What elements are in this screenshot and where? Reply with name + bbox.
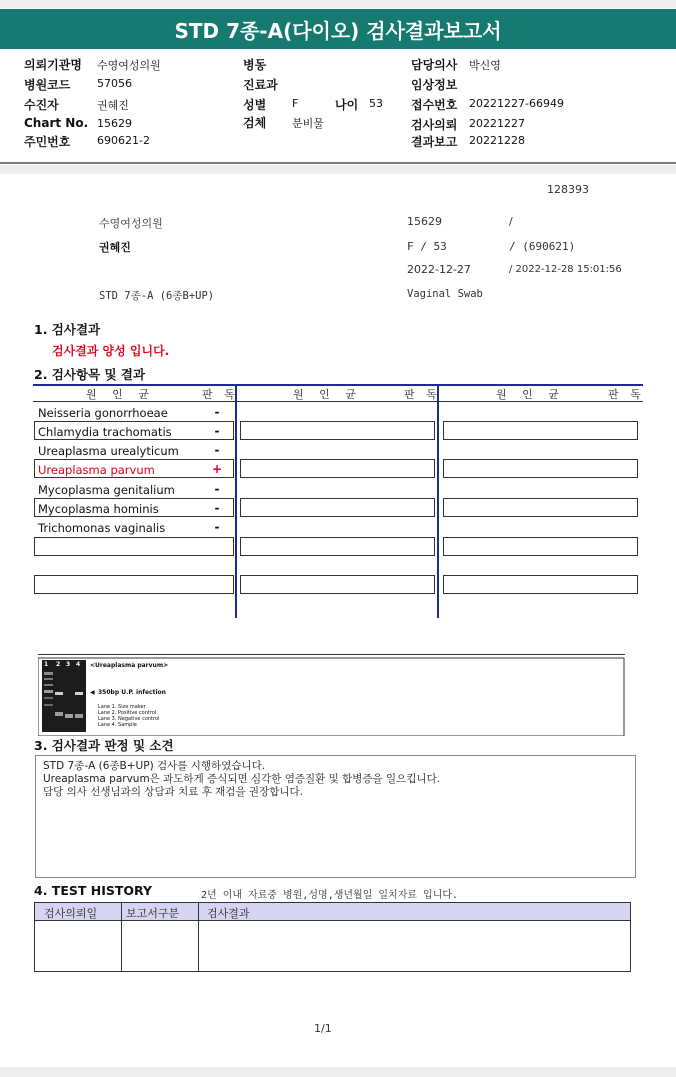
- empty-row-box: [34, 537, 234, 556]
- code-label: 병원코드: [24, 78, 71, 92]
- col-organism-3: 원 인 균: [496, 388, 565, 401]
- organism-result: -: [214, 424, 220, 438]
- report-title: STD 7종-A(다이오) 검사결과보고서: [0, 9, 676, 49]
- gel-lane-label: 3: [66, 661, 71, 668]
- request-label: 검사의뢰: [411, 118, 458, 132]
- section2-heading: 2. 검사항목 및 결과: [34, 367, 146, 382]
- grid-divider-1: [235, 384, 237, 618]
- patient-value: 권혜진: [97, 99, 129, 112]
- patient-label: 수진자: [24, 98, 59, 112]
- doctor-value: 박신영: [469, 59, 501, 72]
- gel-lane-label: 1: [44, 661, 49, 668]
- empty-row-box: [443, 575, 638, 594]
- institution-label: 의뢰기관명: [24, 58, 82, 72]
- empty-row-box: [443, 498, 638, 517]
- specimen-label: 검체: [243, 116, 267, 130]
- col-result-2: 판 독: [404, 388, 441, 401]
- id-value: 690621-2: [97, 134, 150, 147]
- grid-divider-2: [437, 384, 439, 618]
- history-col-request-date: 검사의뢰일: [44, 907, 98, 920]
- organism-result-positive: +: [211, 462, 223, 476]
- institution-value: 수영여성의원: [97, 59, 161, 72]
- gel-lane-label: 2: [56, 661, 61, 668]
- findings-line: 담당 의사 선생님과의 상담과 치료 후 재검을 권장합니다.: [43, 786, 303, 798]
- history-table-header: [35, 903, 630, 921]
- summary-institution: 수영여성의원: [99, 217, 163, 230]
- positive-message: 검사결과 양성 입니다.: [52, 344, 170, 358]
- report-label: 결과보고: [411, 135, 458, 149]
- top-strip: [0, 0, 676, 8]
- chart-label: Chart No.: [24, 116, 89, 130]
- gel-lane-label: 4: [76, 661, 81, 668]
- findings-box: [35, 755, 636, 878]
- summary-patient: 권혜진: [99, 241, 131, 254]
- specimen-value: 분비물: [292, 117, 324, 130]
- organism-result: -: [214, 501, 220, 515]
- empty-row-box: [443, 537, 638, 556]
- request-value: 20221227: [469, 117, 525, 130]
- summary-specimen: Vaginal Swab: [407, 288, 483, 300]
- sex-value: F: [292, 97, 299, 110]
- organism-name: Mycoplasma hominis: [38, 502, 159, 516]
- gel-arrow-icon: ◀: [90, 689, 95, 696]
- dept-label: 진료과: [243, 78, 278, 92]
- col-organism-2: 원 인 균: [293, 388, 362, 401]
- section1-heading: 1. 검사결과: [34, 322, 101, 337]
- empty-row-box: [240, 537, 435, 556]
- empty-row-box: [240, 459, 435, 478]
- report-header: [0, 49, 676, 164]
- history-col-divider: [198, 903, 199, 971]
- col-result-1: 판 독: [202, 388, 239, 401]
- summary-sex-age: F / 53: [407, 240, 447, 253]
- history-col-divider: [121, 903, 122, 971]
- history-col-report-type: 보고서구분: [126, 907, 180, 920]
- page-number: 1/1: [314, 1022, 332, 1035]
- organism-result: -: [214, 405, 220, 419]
- gel-legend-line: Lane 3. Negative control: [98, 716, 160, 722]
- organism-result: -: [214, 520, 220, 534]
- col-result-3: 판 독: [608, 388, 645, 401]
- code-value: 57056: [97, 77, 132, 90]
- summary-date-reported: / 2022-12-28 15:01:56: [509, 264, 622, 275]
- gel-legend-line: Lane 4. Sample: [98, 722, 137, 728]
- findings-line: Ureaplasma parvum은 과도하게 증식되면 심각한 염증질환 및 합병증을 일으킵니다.: [43, 773, 441, 785]
- summary-birth: / (690621): [509, 240, 576, 253]
- history-table: [34, 902, 631, 972]
- summary-date-received: 2022-12-27: [407, 263, 471, 276]
- report-value: 20221228: [469, 134, 525, 147]
- organism-name: Trichomonas vaginalis: [38, 521, 166, 535]
- chart-value: 15629: [97, 117, 132, 130]
- gel-band-label: 350bp U.P. infection: [98, 689, 166, 696]
- ward-label: 병동: [243, 58, 267, 72]
- clinical-label: 임상정보: [411, 78, 458, 92]
- summary-test: STD 7종-A (6종B+UP): [99, 290, 215, 302]
- gel-legend-line: Lane 2. Positive control: [98, 710, 157, 716]
- section3-heading: 3. 검사결과 판정 및 소견: [34, 738, 174, 753]
- gel-title: <Ureaplasma parvum>: [90, 662, 169, 669]
- organism-result: -: [214, 443, 220, 457]
- organism-name-positive: Ureaplasma parvum: [38, 463, 155, 477]
- empty-row-box: [240, 421, 435, 440]
- header-separator: [0, 165, 676, 174]
- receipt-value: 20221227-66949: [469, 97, 564, 110]
- empty-row-box: [443, 459, 638, 478]
- age-value: 53: [369, 97, 383, 110]
- empty-row-box: [240, 498, 435, 517]
- age-label: 나이: [335, 98, 359, 112]
- gel-legend-line: Lane 1. Size maker: [98, 704, 146, 710]
- receipt-label: 접수번호: [411, 98, 458, 112]
- organism-name: Chlamydia trachomatis: [38, 425, 172, 439]
- section4-heading: 4. TEST HISTORY: [34, 883, 153, 898]
- findings-line: STD 7종-A (6종B+UP) 검사를 시행하였습니다.: [43, 760, 266, 772]
- organism-name: Neisseria gonorrhoeae: [38, 406, 168, 420]
- sex-label: 성별: [243, 98, 267, 112]
- empty-row-box: [443, 421, 638, 440]
- id-label: 주민번호: [24, 135, 71, 149]
- organism-name: Mycoplasma genitalium: [38, 483, 175, 497]
- bottom-strip: [0, 1067, 676, 1077]
- summary-chart: 15629: [407, 215, 442, 228]
- col-organism-1: 원 인 균: [86, 388, 155, 401]
- empty-row-box: [240, 575, 435, 594]
- summary-slash: /: [509, 215, 513, 228]
- doc-number: 128393: [547, 183, 589, 196]
- empty-row-box: [34, 575, 234, 594]
- history-col-result: 검사결과: [207, 907, 250, 920]
- organism-name: Ureaplasma urealyticum: [38, 444, 179, 458]
- doctor-label: 담당의사: [411, 58, 458, 72]
- gel-figure: [38, 654, 625, 736]
- organism-result: -: [214, 482, 220, 496]
- history-note: 2년 이내 자료중 병원,성명,생년월일 일치자료 입니다.: [201, 890, 459, 901]
